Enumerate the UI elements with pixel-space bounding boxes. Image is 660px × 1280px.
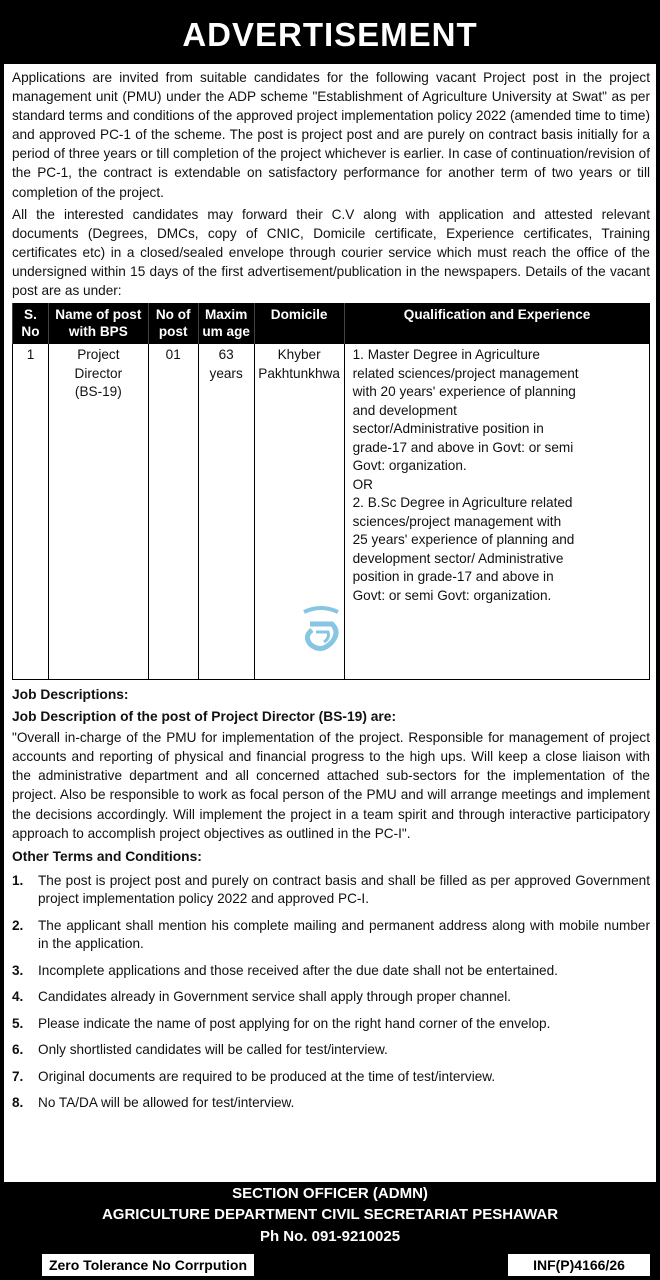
list-item: 1. The post is project post and purely on contract basis and shall be filled as per approved Government project implementation policy 2022 and approved PC-I.: [12, 872, 650, 907]
list-item: 5. Please indicate the name of post applying for on the right hand corner of the envelop.: [12, 1015, 551, 1031]
header-no-of-post: No of post: [148, 303, 198, 344]
footer-officer: SECTION OFFICER (ADMN): [232, 1185, 428, 1202]
header-post-name: Name of post with BPS: [48, 303, 148, 344]
cell-qualification: 1. Master Degree in Agriculture related sciences/project management with 20 years' experience of planning and development sector/Administrative position in grade-17 and above in Govt: or semi Govt: organization. OR 2. B.Sc Degree in Agriculture related sciences/project management with 25 years' experience of planning and development sector/ Administrative position in grade-17 and above in Govt: or semi Govt: organization.: [344, 344, 649, 680]
header-max-age: Maxim um age: [198, 303, 254, 344]
list-item: 7. Original documents are required to be produced at the time of test/interview.: [12, 1068, 496, 1084]
job-description-subheading: Job Description of the post of Project Director (BS-19) are:: [12, 709, 397, 725]
slogan-badge: Zero Tolerance No Corrpution: [42, 1254, 254, 1276]
table-header-row: [13, 303, 650, 344]
header-sno: S. No: [13, 303, 49, 344]
intro-paragraph: Applications are invited from suitable candidates for the following vacant Project post in the project management unit (PMU) under the ADP scheme "Establishment of Agriculture University at Swat" as per standard terms and conditions of the approved project implementation policy 2022 (amended time to time) and approved PC-1 of the scheme. The post is project post and are purely on contract basis initially for a period of three years or till completion of the project whichever is earlier. In case of continuation/revision of the PC-1, the contract is extendable on satisfactory performance for another term of two years or till completion of the project.: [12, 70, 650, 200]
terms-heading: Other Terms and Conditions:: [12, 848, 202, 864]
content: [12, 68, 650, 1121]
list-item: 2. The applicant shall mention his complete mailing and permanent address along with mobile number in the application.: [12, 917, 650, 952]
list-item: 4. Candidates already in Government service shall apply through proper channel.: [12, 989, 512, 1005]
header-domicile: Domicile: [254, 303, 344, 344]
job-description-text: "Overall in-charge of the PMU for implementation of the project. Responsible for management of project accounts and reporting of physical and financial progress to the high ups. Will keep a close liaison with the administrative department and all concerned attached sub-sectors for the implementation of the project. Also be responsible to work as focal person of the PMU and will arrange meetings and implement the decisions accordingly. Will implement the project in a team spirit and through interactive participatory approach to accomplish project objectives as outlined in the PC-I".: [12, 730, 650, 841]
header-qualification: Qualification and Experience: [344, 303, 649, 344]
job-descriptions-heading: Job Descriptions:: [12, 687, 129, 703]
list-item: 8. No TA/DA will be allowed for test/interview.: [12, 1095, 295, 1111]
cell-post-name: Project Director (BS-19): [48, 344, 148, 680]
footer-department: AGRICULTURE DEPARTMENT CIVIL SECRETARIAT PESHAWAR: [101, 1206, 559, 1223]
cell-sno: 1: [13, 344, 49, 680]
reference-badge: INF(P)4166/26: [508, 1254, 650, 1276]
terms-list: [12, 872, 650, 1113]
newspaper-logo-watermark-icon: [296, 602, 346, 662]
cell-max-age: 63 years: [198, 344, 254, 680]
list-item: 6. Only shortlisted candidates will be called for test/interview.: [12, 1042, 388, 1058]
footer-phone: Ph No. 091-9210025: [259, 1228, 401, 1245]
cell-no-of-post: 01: [148, 344, 198, 680]
cell-domicile: Khyber Pakhtunkhwa: [254, 344, 344, 680]
page-title: ADVERTISEMENT: [182, 16, 478, 53]
apply-paragraph: All the interested candidates may forward their C.V along with application and attested relevant documents (Degrees, DMCs, copy of CNIC, Domicile certificate, Experience certificates, Training certificates etc) in a closed/sealed envelope through courier service which must reach the office of the undersigned within 15 days of the first advertisement/publication in the newspapers. Details of the vacant post are as under:: [12, 206, 650, 299]
list-item: 3. Incomplete applications and those received after the due date shall not be entertained.: [12, 962, 558, 978]
